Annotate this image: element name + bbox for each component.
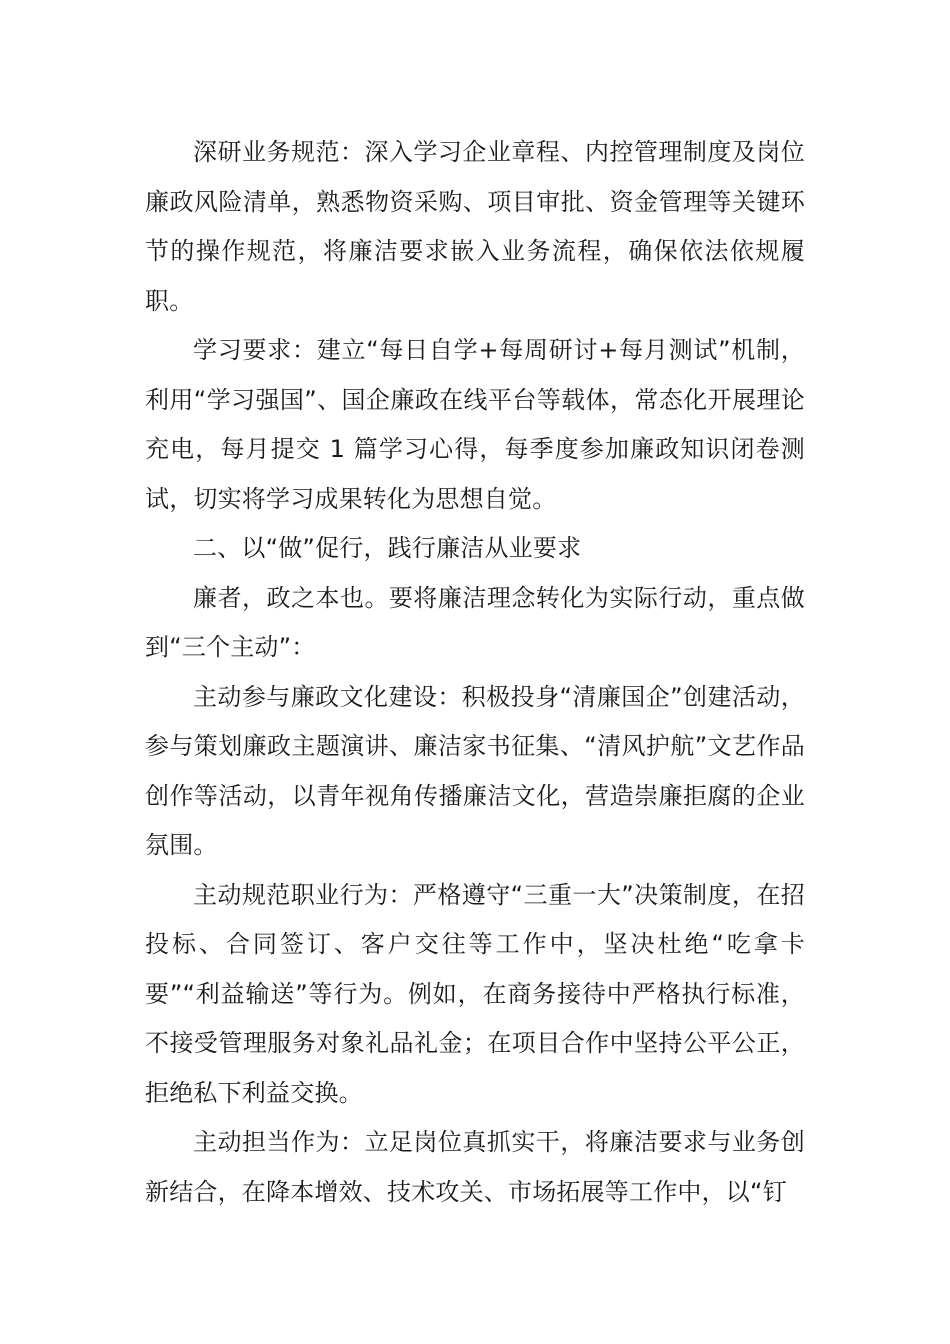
paragraph-conduct-norms: 主动规范职业行为：严格遵守“三重一大”决策制度，在招投标、合同签订、客户交往等工作中，坚决杜绝“吃拿卡要”“利益输送”等行为。例如，在商务接待中严格执行标准，不接受管理服务对象礼品礼金；在项目合作中坚持公平公正，拒绝私下利益交换。 (145, 880, 805, 1107)
paragraph-three-initiatives: 廉者，政之本也。要将廉洁理念转化为实际行动，重点做到“三个主动”： (145, 583, 805, 661)
paragraph-study-requirements: 学习要求：建立“每日自学+每周研讨+每月测试”机制，利用“学习强国”、国企廉政在线平台等载体，常态化开展理论充电，每月提交 1 篇学习心得，每季度参加廉政知识闭卷测试，切实将学习成果转化为思想自觉。 (145, 336, 805, 513)
document-page (145, 128, 805, 1217)
paragraph-culture-building: 主动参与廉政文化建设：积极投身“清廉国企”创建活动，参与策划廉政主题演讲、廉洁家书征集、“清风护航”文艺作品创作等活动，以青年视角传播廉洁文化，营造崇廉拒腐的企业氛围。 (145, 682, 805, 859)
section-heading-2: 二、以“做”促行，践行廉洁从业要求 (193, 534, 582, 562)
paragraph-business-norms: 深研业务规范：深入学习企业章程、内控管理制度及岗位廉政风险清单，熟悉物资采购、项目审批、资金管理等关键环节的操作规范，将廉洁要求嵌入业务流程，确保依法依规履职。 (145, 138, 805, 315)
paragraph-responsibility: 主动担当作为：立足岗位真抓实干，将廉洁要求与业务创新结合，在降本增效、技术攻关、市场拓展等工作中，以“钉 (145, 1128, 805, 1206)
